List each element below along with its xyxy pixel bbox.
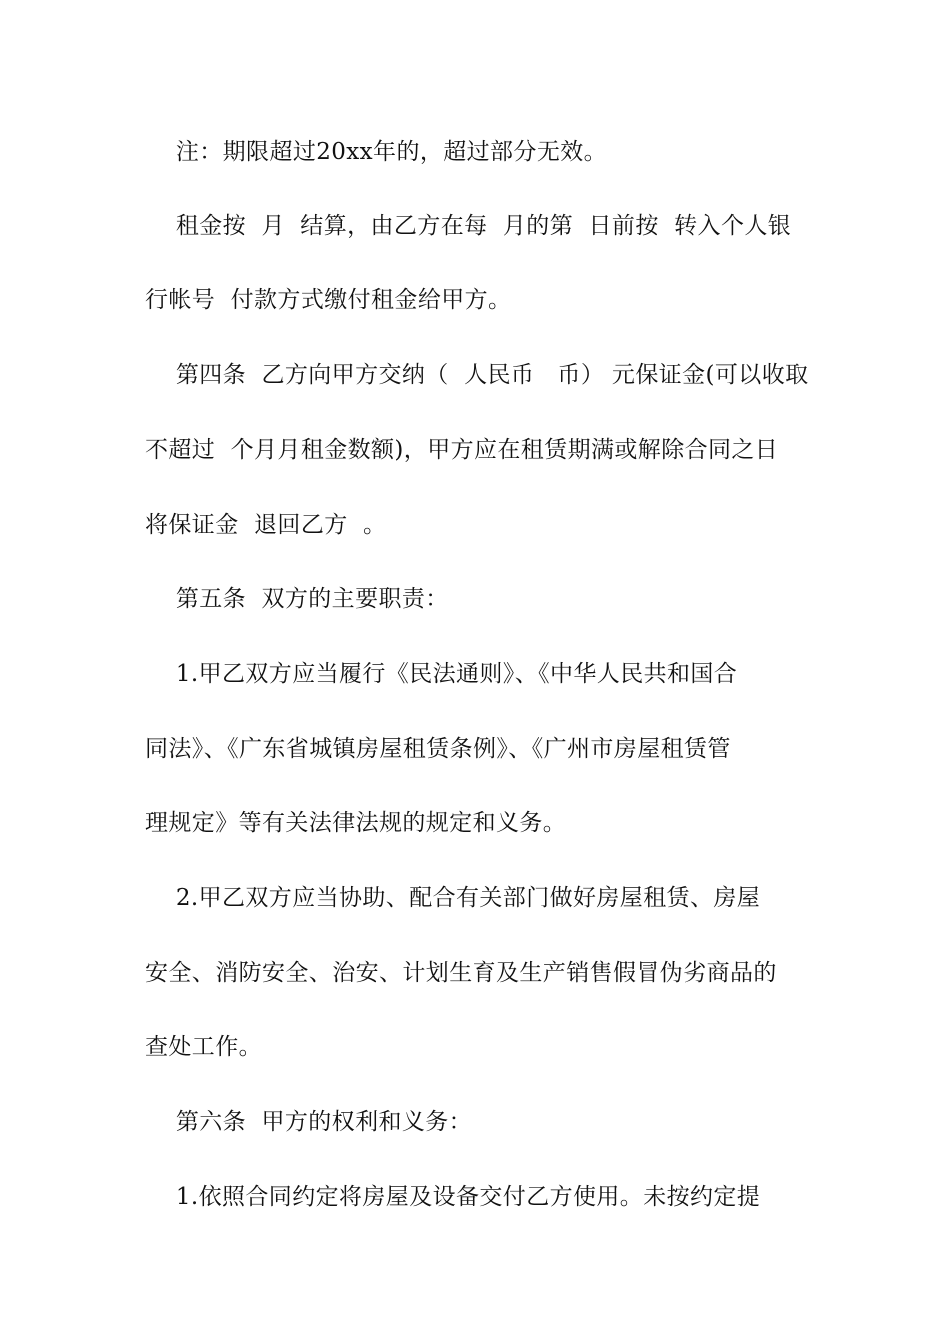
text-line-12: 安全、消防安全、治安、计划生育及生产销售假冒伪劣商品的 — [145, 960, 777, 986]
text-line-7: 第五条 双方的主要职责： — [145, 586, 449, 612]
text-line-10: 理规定》等有关法律法规的规定和义务。 — [145, 810, 567, 836]
text-line-2: 租金按 月 结算，由乙方在每 月的第 日前按 转入个人银 — [145, 213, 792, 239]
text-line-3: 行帐号 付款方式缴付租金给甲方。 — [145, 287, 512, 313]
text-line-14: 第六条 甲方的权利和义务： — [145, 1109, 473, 1135]
text-line-13: 查处工作。 — [145, 1034, 262, 1060]
text-line-6: 将保证金 退回乙方 。 — [145, 512, 387, 538]
text-line-1: 注：期限超过20xx年的，超过部分无效。 — [145, 139, 608, 165]
text-line-4: 第四条 乙方向甲方交纳（ 人民币 币） 元保证金(可以收取 — [145, 362, 809, 388]
text-line-9: 同法》、《广东省城镇房屋租赁条例》、《广州市房屋租赁管 — [145, 736, 731, 762]
text-line-5: 不超过 个月月租金数额)，甲方应在租赁期满或解除合同之日 — [145, 437, 779, 463]
text-line-15: 1.依照合同约定将房屋及设备交付乙方使用。未按约定提 — [145, 1184, 761, 1210]
text-line-8: 1.甲乙双方应当履行《民法通则》、《中华人民共和国合 — [145, 661, 738, 687]
text-line-11: 2.甲乙双方应当协助、配合有关部门做好房屋租赁、房屋 — [145, 885, 761, 911]
